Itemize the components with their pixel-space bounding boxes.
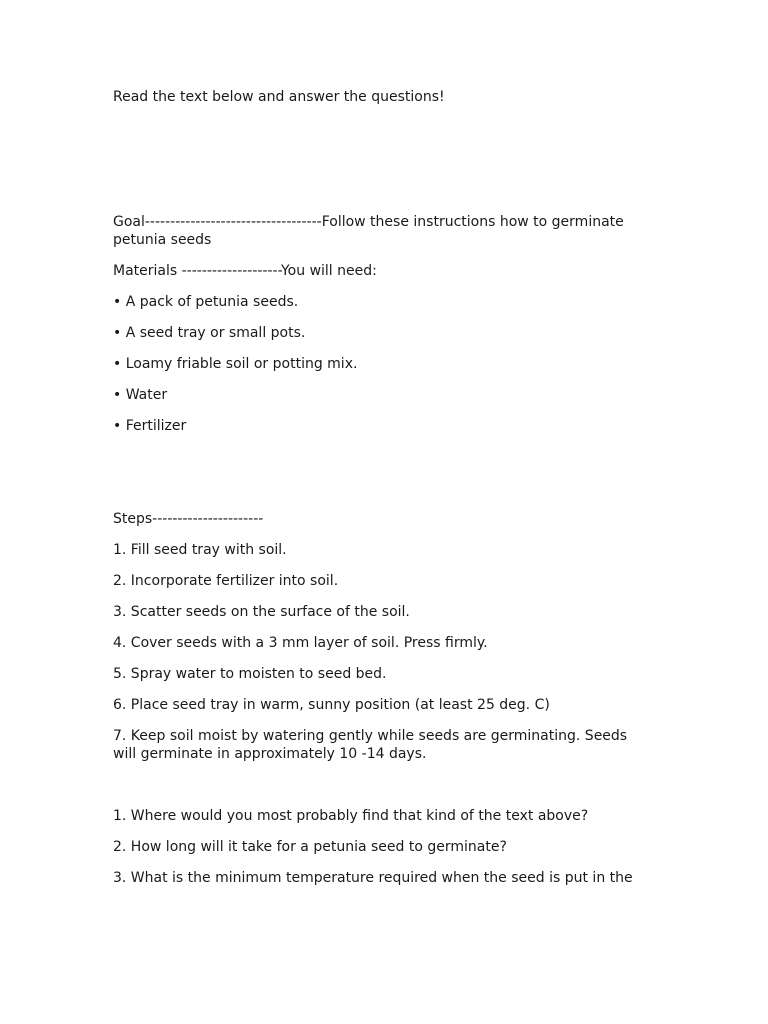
- list-item: 2. How long will it take for a petunia seed to germinate?: [113, 839, 507, 855]
- instruction-text: Read the text below and answer the questions!: [113, 89, 445, 105]
- list-item: 3. What is the minimum temperature required when the seed is put in the: [113, 870, 633, 886]
- list-item: 5. Spray water to moisten to seed bed.: [113, 666, 387, 682]
- list-item: 2. Incorporate fertilizer into soil.: [113, 573, 339, 589]
- list-item: • Water: [113, 387, 168, 403]
- steps-heading: Steps----------------------: [113, 511, 264, 527]
- list-item: • Loamy friable soil or potting mix.: [113, 356, 358, 372]
- list-item: 7. Keep soil moist by watering gently while seeds are germinating. Seeds will germinate in approximately 10 -14 days.: [113, 728, 628, 762]
- list-item: • Fertilizer: [113, 418, 187, 434]
- materials-heading: Materials --------------------You will need:: [113, 263, 377, 279]
- goal-text: Goal-----------------------------------Follow these instructions how to germinate petunia seeds: [113, 214, 624, 248]
- list-item: • A seed tray or small pots.: [113, 325, 306, 341]
- list-item: 1. Fill seed tray with soil.: [113, 542, 287, 558]
- list-item: 3. Scatter seeds on the surface of the soil.: [113, 604, 410, 620]
- list-item: 1. Where would you most probably find that kind of the text above?: [113, 808, 589, 824]
- list-item: 4. Cover seeds with a 3 mm layer of soil. Press firmly.: [113, 635, 488, 651]
- list-item: • A pack of petunia seeds.: [113, 294, 299, 310]
- list-item: 6. Place seed tray in warm, sunny position (at least 25 deg. C): [113, 697, 550, 713]
